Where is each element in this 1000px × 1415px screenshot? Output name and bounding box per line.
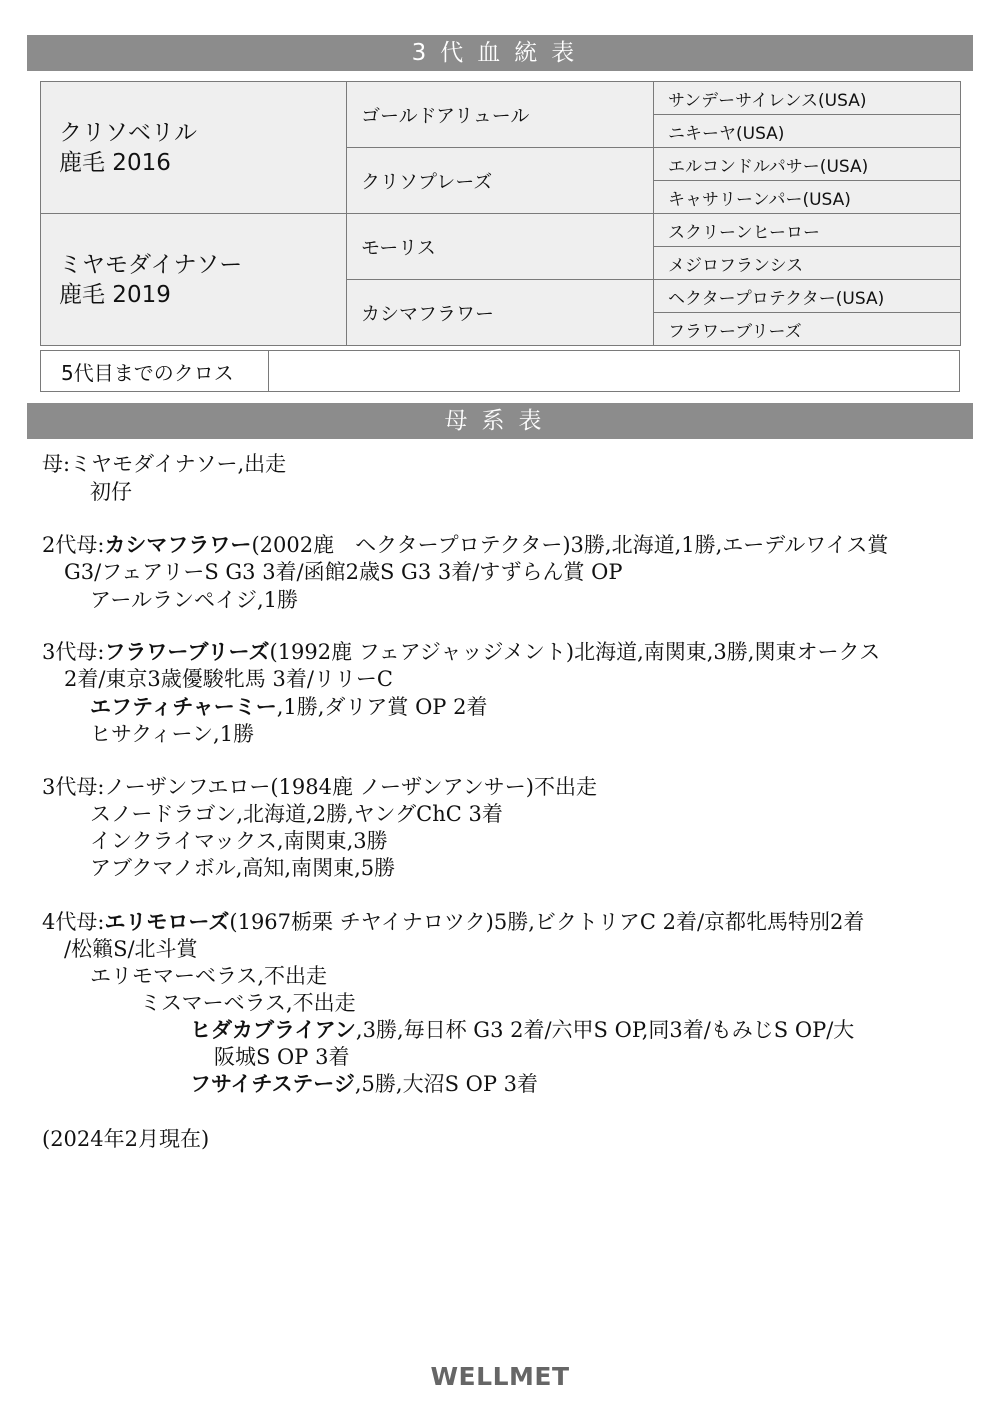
cross-value [269,351,960,392]
sire-name: クリソベリル [59,119,197,146]
cross-table [40,350,960,392]
third-dam-b-offspring: インクライマックス,南関東,3勝 [90,829,388,853]
generation-label: 3代母: [42,640,105,664]
fourth-dam-grand-offspring: ミスマーベラス,不出走 [140,991,356,1015]
offspring-name: ヒダカブライアン [190,1018,356,1042]
great-grandparent-cell: フラワーブリーズ [654,313,961,346]
offspring-record: ,1勝,ダリア賞 OP 2着 [276,695,488,719]
grandparent-cell: クリソプレーズ [347,148,654,214]
fourth-dam-record: (1967栃栗 チヤイナロツク)5勝,ビクトリアC 2着/京都牝馬特別2着 [229,910,865,934]
great-grandparent-cell: ヘクタープロテクター(USA) [654,280,961,313]
fourth-dam-great-grand-offspring [190,1014,854,1044]
fourth-dam-offspring: エリモマーベラス,不出走 [90,964,328,988]
third-dam-name: フラワーブリーズ [104,640,270,664]
dam-line: 母:ミヤモダイナソー,出走 [42,452,287,476]
second-dam-offspring: アールランペイジ,1勝 [90,588,298,612]
offspring-record: ,5勝,大沼S OP 3着 [354,1072,539,1096]
generation-label: 2代母: [42,533,105,557]
third-dam-record-cont: 2着/東京3歳優駿牝馬 3着/リリーC [64,667,393,691]
offspring-record-cont: 阪城S OP 3着 [214,1045,350,1069]
offspring-record: ,3勝,毎日杯 G3 2着/六甲S OP,同3着/もみじS OP/大 [355,1018,855,1042]
third-dam-b-offspring: スノードラゴン,北海道,2勝,ヤングChC 3着 [90,802,503,826]
great-grandparent-cell: キャサリーンパー(USA) [654,181,961,214]
great-grandparent-cell: メジロフランシス [654,247,961,280]
third-dam-record: (1992鹿 フェアジャッジメント)北海道,南関東,3勝,関東オークス [269,640,881,664]
sire-cell [41,82,347,214]
great-grandparent-cell: サンデーサイレンス(USA) [654,82,961,115]
sire-info: 鹿毛 2016 [59,149,171,176]
dam-offspring: 初仔 [90,480,132,504]
great-grandparent-cell: スクリーンヒーロー [654,214,961,247]
third-dam-line [42,636,880,666]
grandparent-cell: モーリス [347,214,654,280]
pedigree-section-header: 3代血統表 [27,35,973,71]
family-section-header: 母系表 [27,403,973,439]
dam-cell [41,214,347,346]
third-dam-b-line: 3代母:ノーザンフエロー(1984鹿 ノーザンアンサー)不出走 [42,775,597,799]
great-grandparent-cell: ニキーヤ(USA) [654,115,961,148]
dam-info: 鹿毛 2019 [59,281,171,308]
cross-label: 5代目までのクロス [41,351,269,392]
second-dam-name: カシマフラワー [104,533,252,557]
third-dam-offspring [90,691,487,721]
second-dam-record: (2002鹿 ヘクタープロテクター)3勝,北海道,1勝,エーデルワイス賞 [251,533,889,557]
offspring-name: フサイチステージ [190,1072,355,1096]
grandparent-cell: カシマフラワー [347,280,654,346]
fourth-dam-name: エリモローズ [104,910,230,934]
generation-label: 4代母: [42,910,105,934]
fourth-dam-record-cont: /松籟S/北斗賞 [64,937,198,961]
offspring-name: エフティチャーミー [90,695,277,719]
grandparent-cell: ゴールドアリュール [347,82,654,148]
pedigree-table [40,81,961,346]
third-dam-offspring: ヒサクィーン,1勝 [90,722,255,746]
great-grandparent-cell: エルコンドルパサー(USA) [654,148,961,181]
second-dam-line [42,529,888,559]
fourth-dam-great-grand-offspring [190,1068,538,1098]
second-dam-record-cont: G3/フェアリーS G3 3着/函館2歳S G3 3着/すずらん賞 OP [64,560,623,584]
wellmet-logo: WELLMET [430,1362,570,1391]
third-dam-b-offspring: アブクマノボル,高知,南関東,5勝 [90,856,396,880]
fourth-dam-line [42,906,864,936]
as-of-date: (2024年2月現在) [42,1127,210,1151]
dam-name: ミヤモダイナソー [59,251,243,278]
